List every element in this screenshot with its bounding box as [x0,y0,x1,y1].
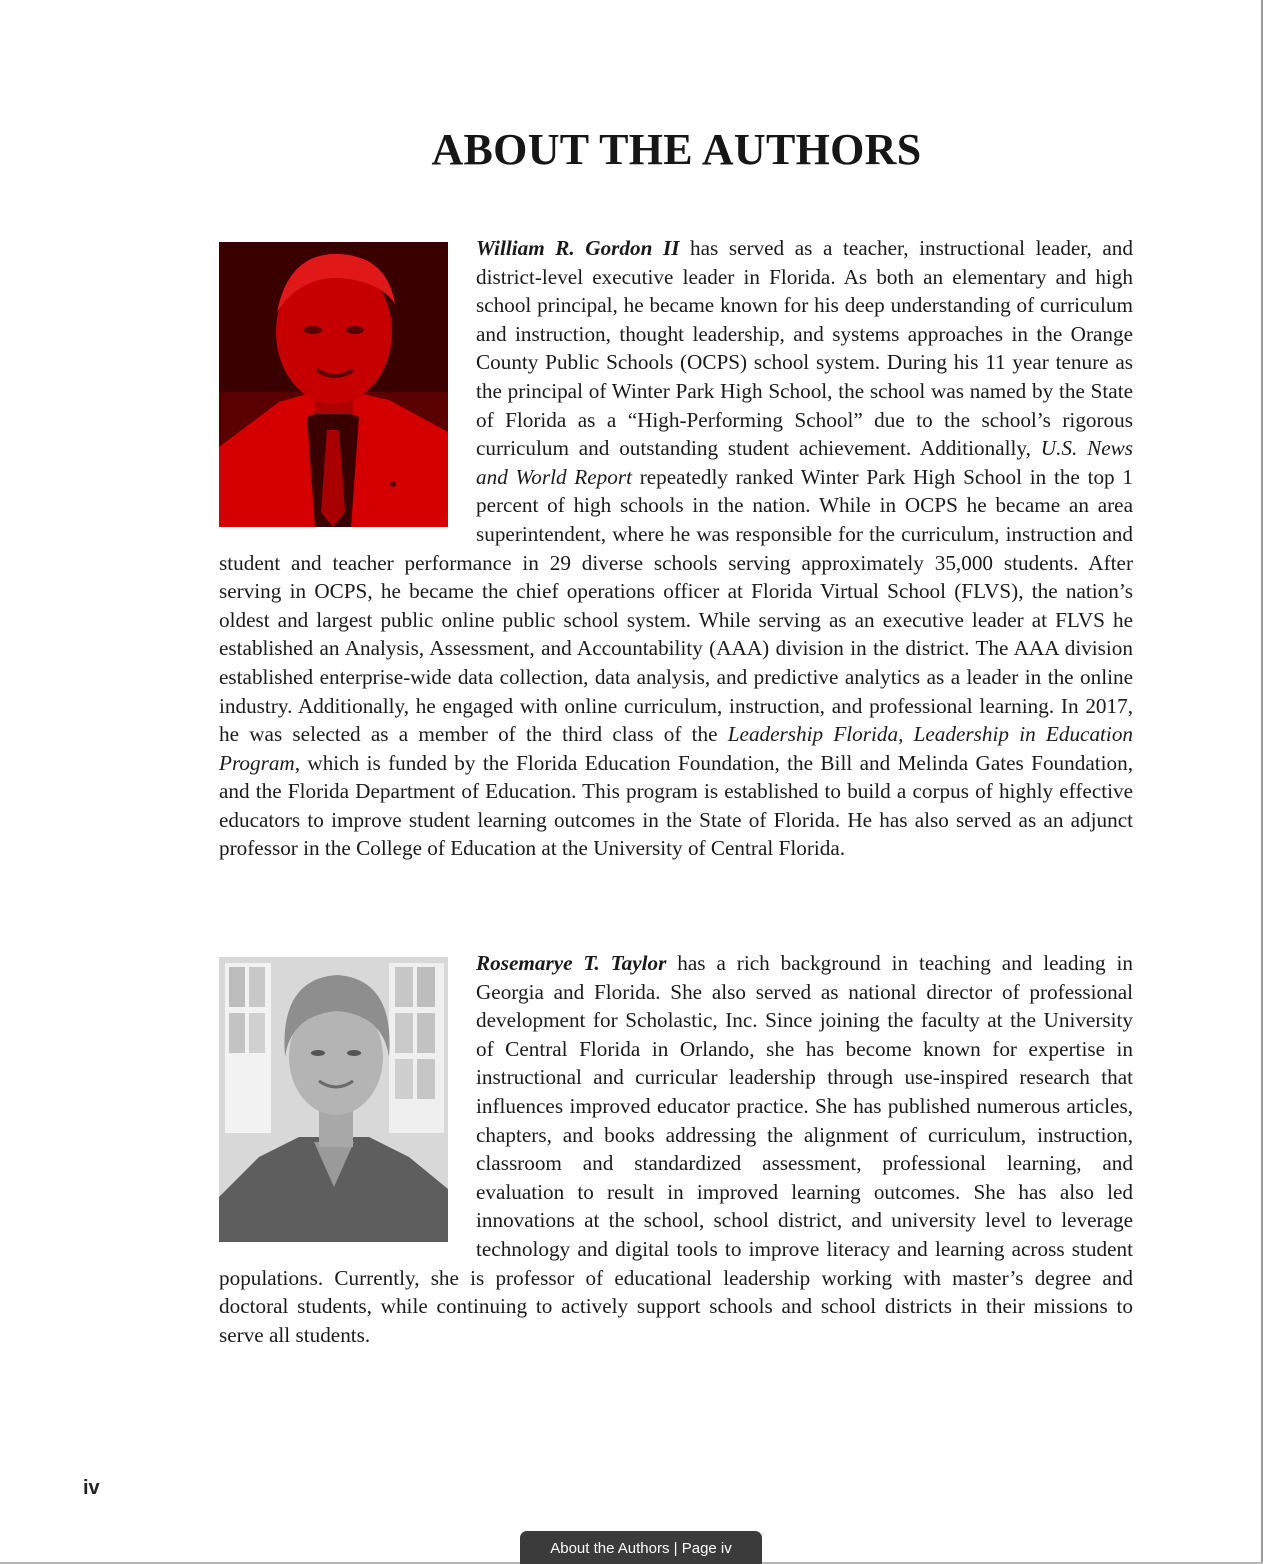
page-title: ABOUT THE AUTHORS [431,125,922,174]
page-number: iv [83,1477,100,1499]
author-portrait-icon [219,242,448,527]
author-name-taylor: Rosemarye T. Taylor [476,951,667,975]
author-portrait-icon [219,957,448,1242]
bio-text: has served as a teacher, instructional leader, and district-level executive leader in Florida. As both an elementary and high school principal, he became known for his deep understanding of curriculum and instruction, thought leadership, and systems approaches in the Orange County Public Schools (OCPS) school system. During his 11 year tenure as the principal of Winter Park High School, the school was named by the State of Florida as a “High-Performing School” due to the school’s rigorous curriculum and outstanding student achievement. Additionally, [476,236,1133,461]
page-status-indicator[interactable]: About the Authors | Page iv [520,1531,762,1564]
author-name-gordon: William R. Gordon II [476,236,680,260]
author-bio-taylor [219,949,1133,1349]
bio-text: has a rich background in teaching and leading in Georgia and Florida. She also served as national director of professional development for Scholastic, Inc. Since joining the faculty at the University of Central Florida in Orlando, she has become known for expertise in instructional and curricular leadership through use-inspired research that influences improved educator practice. She has published numerous articles, chapters, and books addressing the alignment of curriculum, instruction, classroom and standardized assessment, professional learning, and evaluation to result in improved learning outcomes. She has also led innovations at the school, school district, and university level to leverage technology and digital tools to improve literacy and learning across student populations. Currently, she is professor of educational leadership working with master’s degree and doctoral students, while continuing to actively support schools and school districts in their missions to serve all students. [219,951,1133,1347]
bio-text: , which is funded by the Florida Education Foundation, the Bill and Melinda Gates Foundation, and the Florida Department of Education. This program is established to build a corpus of highly effective educators to improve student learning outcomes in the State of Florida. He has also served as an adjunct professor in the College of Education at the University of Central Florida. [219,750,1133,861]
bio-text: repeatedly ranked Winter Park High School in the top 1 percent of high schools in the nation. While in OCPS he became an area superintendent, where he was responsible for the curriculum, instruction and student and teacher performance in 29 diverse schools serving approximately 35,000 students. After serving in OCPS, he became the chief operations officer at Florida Virtual School (FLVS), the nation’s oldest and largest public online public school system. While serving as an executive leader at FLVS he established an Analysis, Assessment, and Accountability (AAA) division in the district. The AAA division established enterprise-wide data collection, data analysis, and predictive analytics as a leader in the online industry. Additionally, he engaged with online curriculum, instruction, and professional learning. In 2017, he was selected as a member of the third class of the [219,464,1133,747]
author-photo-gordon [219,242,448,527]
publication-title: U.S. News and World Report [476,436,1133,489]
author-photo-taylor [219,957,448,1242]
author-bio-gordon [219,234,1133,863]
program-title: Leadership Florida, Leadership in Education Program [219,722,1134,775]
